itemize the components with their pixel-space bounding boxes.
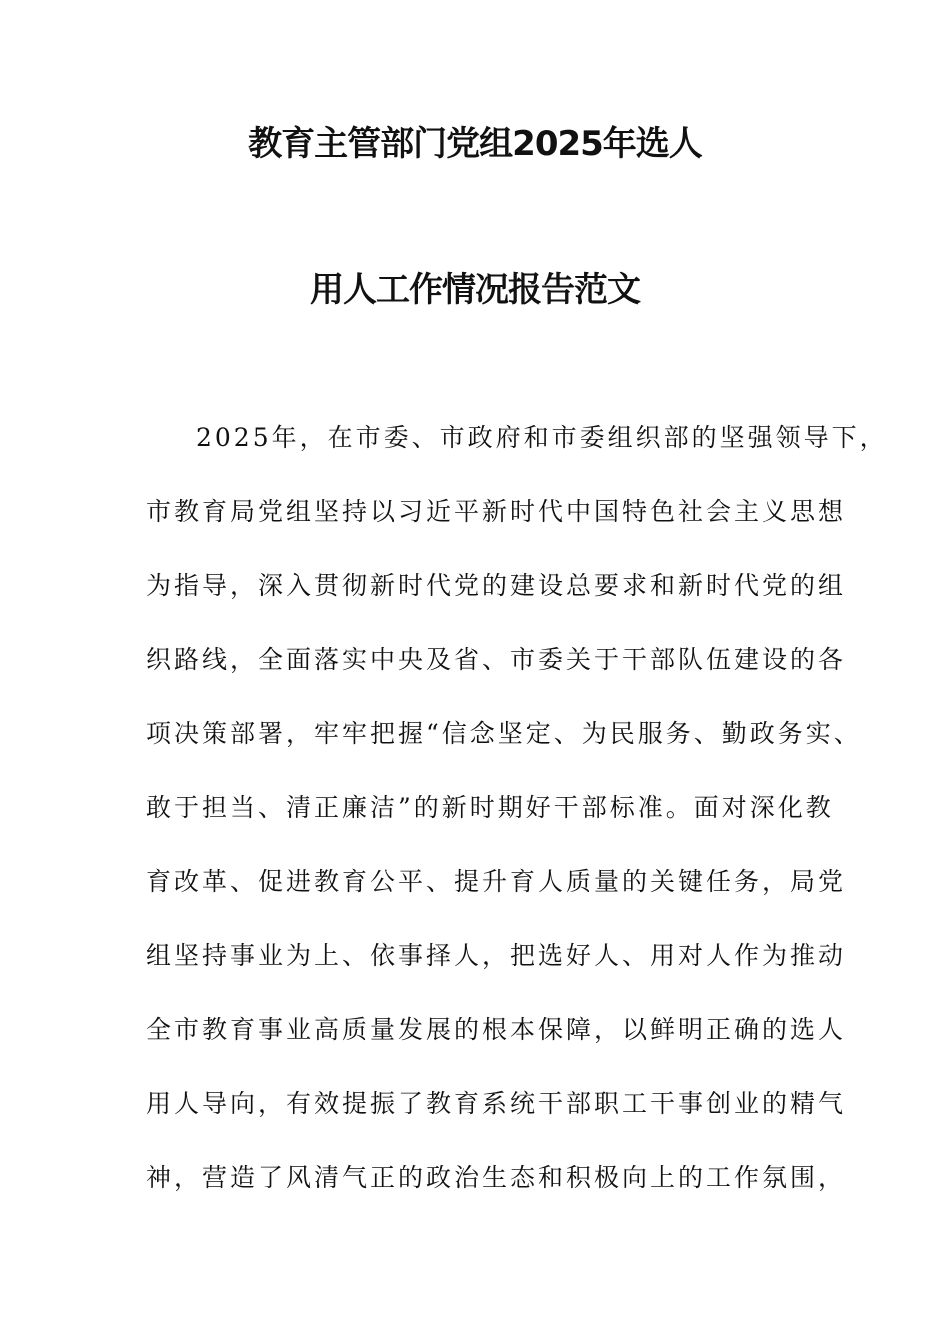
body-line: 织路线，全面落实中央及省、市委关于干部队伍建设的各 (146, 645, 847, 674)
body-line: 2025年，在市委、市政府和市委组织部的坚强领导下， (196, 423, 888, 452)
body-line: 敢于担当、清正廉洁”的新时期好干部标准。面对深化教 (146, 793, 834, 822)
body-line: 神，营造了风清气正的政治生态和积极向上的工作氛围， (146, 1163, 847, 1192)
body-line: 育改革、促进教育公平、提升育人质量的关键任务，局党 (146, 867, 847, 896)
body-line: 组坚持事业为上、依事择人，把选好人、用对人作为推动 (146, 941, 847, 970)
body-line: 项决策部署，牢牢把握“信念坚定、为民服务、勤政务实、 (146, 719, 862, 748)
body-line: 为指导，深入贯彻新时代党的建设总要求和新时代党的组 (146, 571, 847, 600)
document-body (146, 418, 888, 1232)
document-title-line-2: 用人工作情况报告范文 (310, 270, 640, 310)
body-line: 市教育局党组坚持以习近平新时代中国特色社会主义思想 (146, 497, 847, 526)
body-line: 用人导向，有效提振了教育系统干部职工干事创业的精气 (146, 1089, 847, 1118)
body-line: 全市教育事业高质量发展的根本保障，以鲜明正确的选人 (146, 1015, 847, 1044)
document-title-line-1: 教育主管部门党组2025年选人 (248, 124, 702, 164)
